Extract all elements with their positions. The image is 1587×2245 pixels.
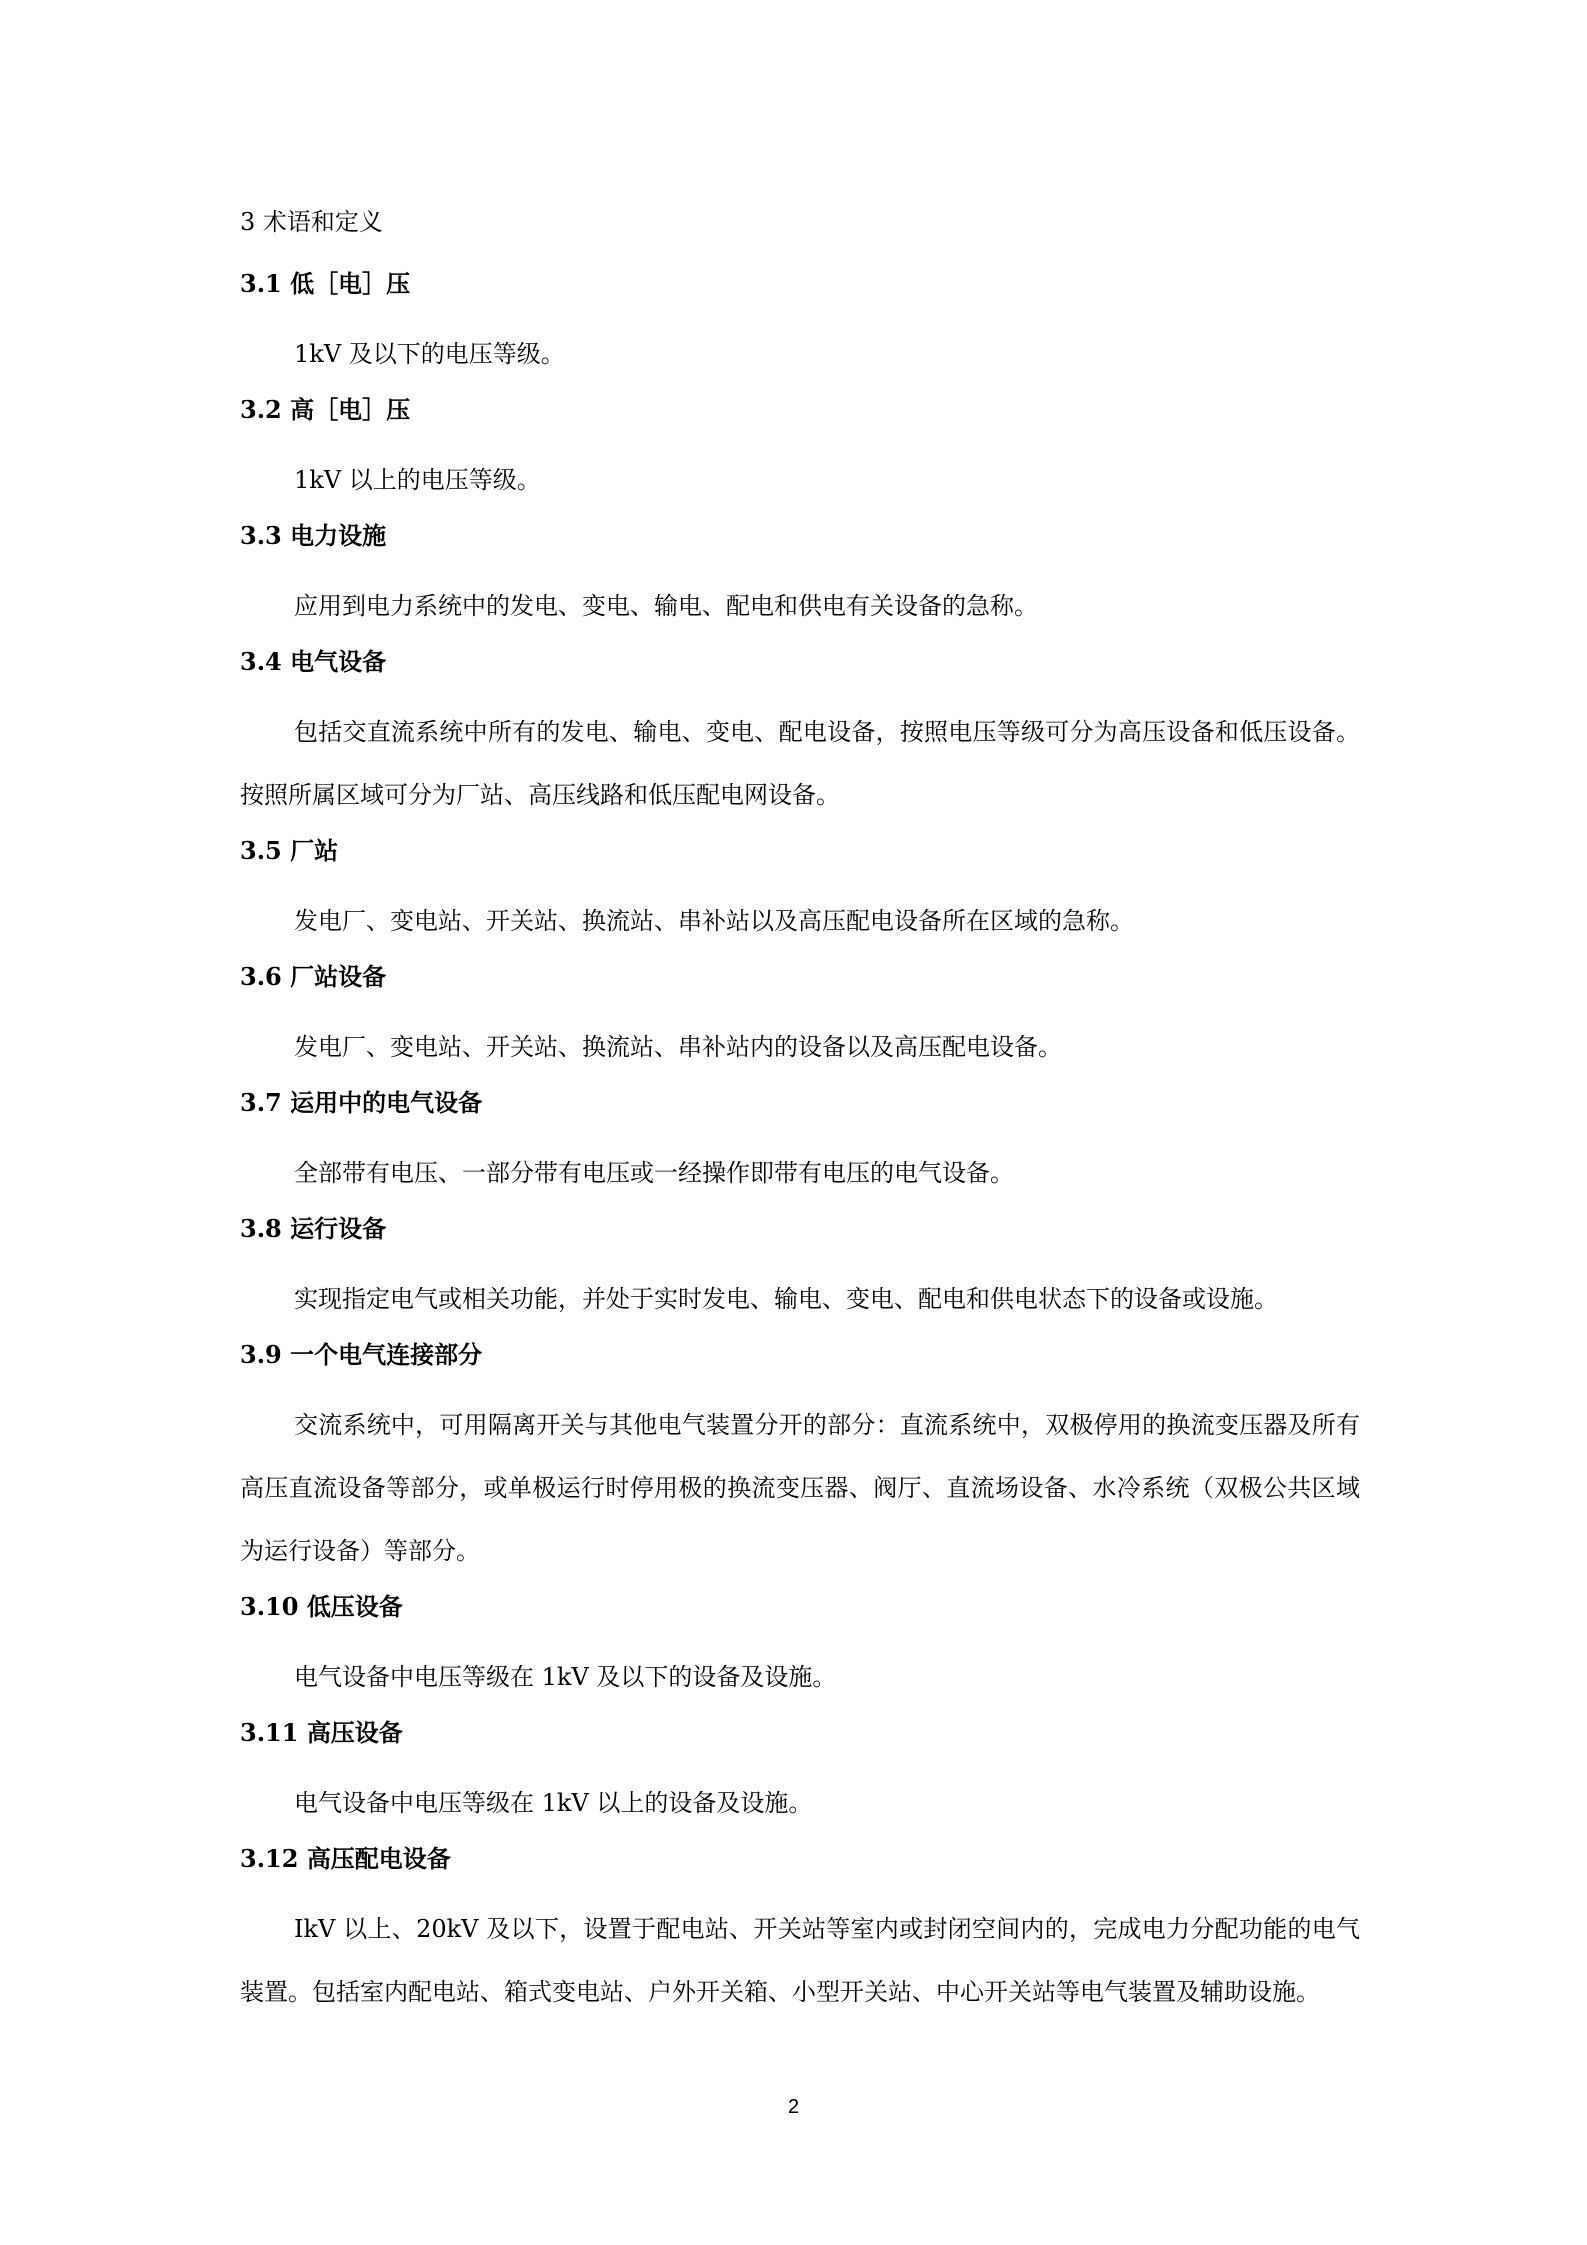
term-number: 3.10	[240, 1592, 299, 1621]
term-heading	[240, 512, 1360, 560]
term-heading	[240, 1835, 1360, 1883]
term-heading	[240, 827, 1360, 875]
term-heading	[240, 1331, 1360, 1379]
term-heading	[240, 953, 1360, 1001]
term-number: 3.4	[240, 647, 282, 676]
term-heading	[240, 1709, 1360, 1757]
term-definition: 交流系统中，可用隔离开关与其他电气装置分开的部分：直流系统中，双极停用的换流变压器及所有高压直流设备等部分，或单极运行时停用极的换流变压器、阀厅、直流场设备、水冷系统（双极公共区域为运行设备）等部分。	[240, 1411, 1360, 1565]
term-title: 低压设备	[306, 1592, 403, 1621]
term-number: 3.2	[240, 395, 282, 424]
term-definition: IkV 以上、20kV 及以下，设置于配电站、开关站等室内或封闭空间内的，完成电力分配功能的电气装置。包括室内配电站、箱式变电站、户外开关箱、小型开关站、中心开关站等电气装置及辅助设施。	[240, 1915, 1360, 2006]
term-title: 高［电］压	[290, 395, 411, 424]
term-entry	[240, 260, 1360, 386]
term-number: 3.3	[240, 521, 282, 550]
term-title: 高压配电设备	[306, 1844, 451, 1873]
term-heading	[240, 386, 1360, 434]
term-definition: 电气设备中电压等级在 1kV 及以下的设备及设施。	[294, 1663, 837, 1691]
term-definition: 实现指定电气或相关功能，并处于实时发电、输电、变电、配电和供电状态下的设备或设施。	[294, 1285, 1278, 1313]
term-title: 低［电］压	[290, 269, 411, 298]
term-entry	[240, 1205, 1360, 1331]
term-heading	[240, 1205, 1360, 1253]
term-entry	[240, 827, 1360, 953]
term-definition: 电气设备中电压等级在 1kV 以上的设备及设施。	[294, 1789, 813, 1817]
term-number: 3.12	[240, 1844, 299, 1873]
term-definition: 应用到电力系统中的发电、变电、输电、配电和供电有关设备的急称。	[294, 592, 1038, 620]
term-heading	[240, 1079, 1360, 1127]
term-title: 厂站设备	[290, 962, 387, 991]
term-entry	[240, 386, 1360, 512]
term-title: 一个电气连接部分	[290, 1340, 483, 1369]
section-heading: 3 术语和定义	[240, 208, 383, 236]
term-entry	[240, 1079, 1360, 1205]
term-heading	[240, 260, 1360, 308]
term-title: 高压设备	[306, 1718, 403, 1747]
term-heading	[240, 638, 1360, 686]
term-number: 3.6	[240, 962, 282, 991]
page-number: 2	[787, 2096, 800, 2118]
term-number: 3.5	[240, 836, 282, 865]
term-definition: 全部带有电压、一部分带有电压或一经操作即带有电压的电气设备。	[294, 1159, 1014, 1187]
term-definition: 包括交直流系统中所有的发电、输电、变电、配电设备，按照电压等级可分为高压设备和低压设备。按照所属区域可分为厂站、高压线路和低压配电网设备。	[240, 718, 1360, 809]
term-definition: 发电厂、变电站、开关站、换流站、串补站以及高压配电设备所在区域的急称。	[294, 907, 1134, 935]
term-entry	[240, 1709, 1360, 1835]
term-entry	[240, 1583, 1360, 1709]
term-definition: 1kV 及以下的电压等级。	[294, 340, 565, 368]
term-number: 3.8	[240, 1214, 282, 1243]
term-number: 3.1	[240, 269, 282, 298]
term-title: 电气设备	[290, 647, 387, 676]
term-title: 运用中的电气设备	[290, 1088, 483, 1117]
term-definition: 发电厂、变电站、开关站、换流站、串补站内的设备以及高压配电设备。	[294, 1033, 1062, 1061]
document-body	[240, 198, 1360, 2024]
term-heading	[240, 1583, 1360, 1631]
term-entry	[240, 1331, 1360, 1583]
term-number: 3.11	[240, 1718, 299, 1747]
term-entry	[240, 953, 1360, 1079]
term-number: 3.9	[240, 1340, 282, 1369]
term-title: 厂站	[290, 836, 339, 865]
term-definition: 1kV 以上的电压等级。	[294, 466, 541, 494]
term-entry	[240, 638, 1360, 827]
term-entry	[240, 512, 1360, 638]
term-entry	[240, 1835, 1360, 2024]
term-title: 电力设施	[290, 521, 387, 550]
term-number: 3.7	[240, 1088, 282, 1117]
term-title: 运行设备	[290, 1214, 387, 1243]
